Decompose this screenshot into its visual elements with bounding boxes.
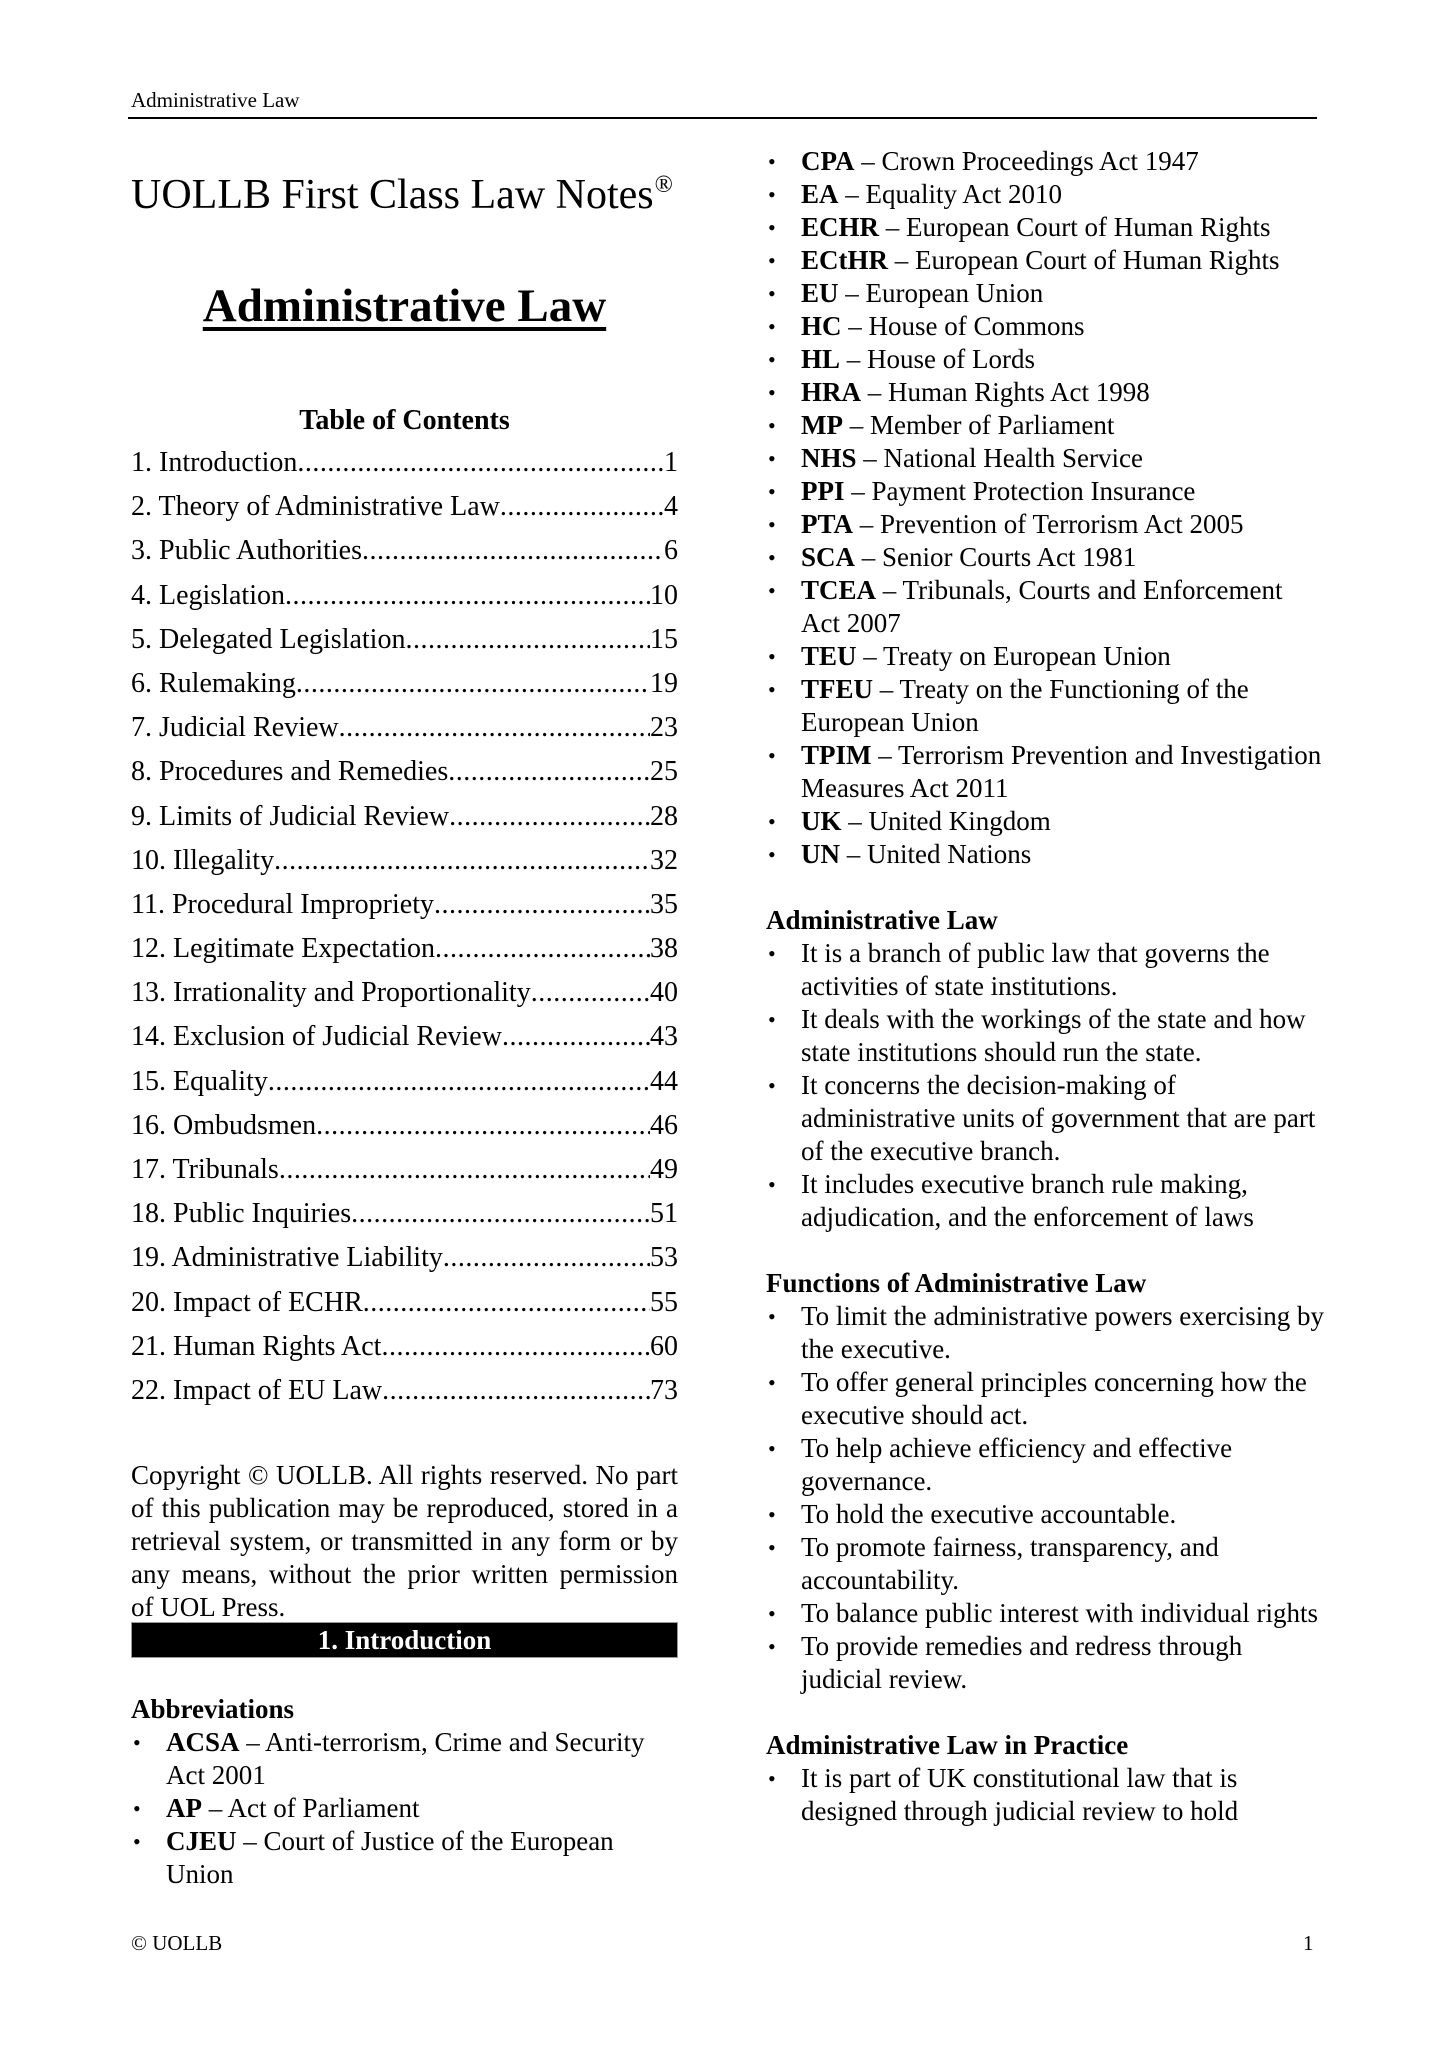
abbreviation-term: HL (801, 344, 841, 374)
abbreviation-separator: – (841, 311, 869, 341)
abbreviation-meaning: Court of Justice of the European Union (166, 1826, 614, 1889)
bullet-icon: • (768, 446, 776, 471)
bullet-icon: • (768, 809, 776, 834)
list-item-text: To balance public interest with individual rights (801, 1598, 1318, 1628)
toc-leader-dots (297, 445, 664, 481)
toc-leader-dots (500, 489, 664, 525)
abbreviation-separator: – (873, 674, 900, 704)
in-practice-section (766, 1729, 1326, 1828)
list-item-text: To hold the executive accountable. (801, 1499, 1177, 1529)
abbreviation-separator: – (844, 476, 872, 506)
toc-leader-dots (382, 1373, 650, 1409)
toc-entry[interactable] (131, 1064, 678, 1108)
toc-entry[interactable] (131, 489, 678, 533)
abbreviation-term: NHS (801, 443, 857, 473)
bullet-icon: • (133, 1730, 141, 1755)
toc-entry[interactable] (131, 887, 678, 931)
toc-entry-page: 28 (650, 800, 678, 832)
list-item (766, 1432, 1326, 1498)
toc-entry-page: 10 (650, 579, 678, 611)
bullet-icon: • (768, 1073, 776, 1098)
toc-entry[interactable] (131, 843, 678, 887)
abbreviation-item (131, 1726, 678, 1792)
administrative-law-section (766, 904, 1326, 1234)
toc-entry[interactable] (131, 931, 678, 975)
list-item-text: To promote fairness, transparency, and accountability. (801, 1532, 1219, 1595)
abbreviation-term: ECtHR (801, 245, 888, 275)
running-header: Administrative Law (131, 88, 300, 112)
toc-entry[interactable] (131, 1108, 678, 1152)
abbreviation-item (766, 277, 1326, 310)
abbreviation-meaning: Payment Protection Insurance (871, 476, 1196, 506)
abbreviation-meaning: United Kingdom (868, 806, 1051, 836)
toc-leader-dots (434, 887, 650, 923)
bullet-icon: • (768, 743, 776, 768)
abbreviation-term: SCA (801, 542, 856, 572)
abbreviation-separator: – (853, 509, 880, 539)
abbreviation-meaning: Senior Courts Act 1981 (882, 542, 1137, 572)
bullet-icon: • (768, 1304, 776, 1329)
bullet-icon: • (768, 677, 776, 702)
toc-entry[interactable] (131, 533, 678, 577)
abbreviation-term: EA (801, 179, 839, 209)
table-of-contents (131, 445, 678, 1417)
abbreviations-list-left (131, 1726, 678, 1891)
bullet-icon: • (768, 281, 776, 306)
abbreviation-separator: – (236, 1826, 264, 1856)
toc-entry-page: 49 (650, 1154, 678, 1185)
toc-entry[interactable] (131, 1240, 678, 1284)
toc-entry-title: 10. Illegality (131, 844, 275, 876)
toc-leader-dots (448, 754, 650, 790)
toc-entry[interactable] (131, 975, 678, 1019)
abbreviation-term: MP (801, 410, 843, 440)
document-title-text: Administrative Law (202, 280, 607, 332)
toc-entry-title: 1. Introduction (131, 447, 298, 478)
toc-leader-dots (435, 931, 650, 967)
abbreviation-separator: – (871, 740, 899, 770)
toc-entry-title: 20. Impact of ECHR (131, 1286, 363, 1318)
abbreviation-item (766, 376, 1326, 409)
list-item-text: It concerns the decision-making of administrative units of government that are part of the executive branch. (801, 1070, 1316, 1166)
abbreviation-term: CJEU (166, 1826, 237, 1856)
abbreviation-term: HRA (801, 377, 861, 407)
abbreviation-separator: – (856, 641, 884, 671)
list-item-text: To help achieve efficiency and effective governance. (801, 1433, 1233, 1496)
abbreviation-separator: – (842, 410, 870, 440)
toc-entry[interactable] (131, 754, 678, 798)
abbreviation-separator: – (861, 377, 888, 407)
toc-entry-page: 55 (650, 1286, 678, 1318)
abbreviation-term: PPI (801, 476, 845, 506)
copyright-notice: Copyright © UOLLB. All rights reserved. No part of this publication may be reproduced, stored in a retrieval system, or transmitted in any form or by any means, without the prior written permission of UOL Press. (131, 1460, 678, 1622)
bullet-icon: • (768, 380, 776, 405)
abbreviation-item (766, 838, 1326, 871)
list-item (766, 1762, 1326, 1828)
abbreviation-term: PTA (801, 509, 853, 539)
abbreviation-meaning: Crown Proceedings Act 1947 (881, 146, 1199, 176)
brand-title (131, 170, 673, 226)
abbreviation-meaning: Prevention of Terrorism Act 2005 (880, 509, 1244, 539)
abbreviation-meaning: Member of Parliament (869, 410, 1115, 440)
toc-entry-page: 73 (650, 1374, 678, 1406)
toc-entry-title: 14. Exclusion of Judicial Review (131, 1021, 502, 1053)
list-item-text: It deals with the workings of the state and how state institutions should run the state. (801, 1004, 1306, 1067)
list-item (766, 1531, 1326, 1597)
list-item (766, 1003, 1326, 1069)
toc-leader-dots (316, 1108, 650, 1144)
abbreviation-meaning: Anti-terrorism, Crime and Security Act 2001 (166, 1727, 645, 1790)
abbreviation-term: TCEA (801, 575, 877, 605)
abbreviation-meaning: Human Rights Act 1998 (888, 377, 1150, 407)
toc-entry-page: 35 (650, 888, 678, 920)
abbreviation-item (131, 1825, 678, 1891)
list-item (766, 1069, 1326, 1168)
bullet-icon: • (768, 215, 776, 240)
abbreviation-meaning: Act of Parliament (227, 1793, 420, 1823)
abbreviation-item (766, 409, 1326, 442)
abbreviation-item (766, 541, 1326, 574)
toc-entry-title: 2. Theory of Administrative Law (131, 491, 500, 523)
abbreviation-term: ECHR (801, 212, 880, 242)
abbreviation-separator: – (838, 278, 866, 308)
list-item-text: To provide remedies and redress through judicial review. (801, 1631, 1243, 1694)
bullet-icon: • (768, 347, 776, 372)
toc-leader-dots (351, 1196, 650, 1232)
bullet-icon: • (768, 1766, 776, 1791)
abbreviation-meaning: Treaty on the Functioning of the European Union (801, 674, 1249, 737)
abbreviation-item (766, 640, 1326, 673)
abbreviation-term: UK (801, 806, 842, 836)
toc-heading: Table of Contents (299, 405, 510, 436)
abbreviation-meaning: United Nations (867, 839, 1032, 869)
abbreviations-heading: Abbreviations (131, 1694, 295, 1724)
administrative-law-heading: Administrative Law (766, 905, 998, 935)
bullet-icon: • (768, 149, 776, 174)
abbreviation-item (766, 310, 1326, 343)
registered-mark-icon: ® (654, 172, 673, 198)
abbreviation-item (766, 508, 1326, 541)
toc-leader-dots (279, 1152, 650, 1188)
abbreviation-item (766, 211, 1326, 244)
abbreviation-separator: – (856, 443, 884, 473)
toc-entry-title: 6. Rulemaking (131, 667, 296, 699)
bullet-icon: • (768, 479, 776, 504)
abbreviation-separator: – (202, 1793, 228, 1823)
abbreviation-meaning: European Court of Human Rights (915, 245, 1280, 275)
toc-leader-dots (362, 533, 664, 569)
abbreviation-item (766, 178, 1326, 211)
document-title (131, 278, 678, 334)
abbreviation-item (766, 475, 1326, 508)
abbreviation-term: UN (801, 839, 840, 869)
abbreviation-item (766, 145, 1326, 178)
footer-copyright: © UOLLB (131, 1931, 223, 1955)
toc-leader-dots (296, 666, 650, 702)
abbreviation-item (766, 739, 1326, 805)
brand-title-text: UOLLB First Class Law Notes (131, 172, 654, 218)
abbreviation-meaning: Treaty on European Union (883, 641, 1171, 671)
functions-heading: Functions of Administrative Law (766, 1268, 1147, 1298)
toc-entry-page: 25 (650, 756, 678, 788)
abbreviation-meaning: National Health Service (883, 443, 1143, 473)
bullet-icon: • (768, 1370, 776, 1395)
abbreviation-item (766, 673, 1326, 739)
list-item (766, 1498, 1326, 1531)
bullet-icon: • (768, 1172, 776, 1197)
toc-entry-title: 8. Procedures and Remedies (131, 756, 449, 788)
list-item-text: It is a branch of public law that governs the activities of state institutions. (801, 938, 1270, 1001)
abbreviation-meaning: Terrorism Prevention and Investigation Measures Act 2011 (801, 740, 1322, 803)
abbreviation-separator: – (840, 839, 867, 869)
abbreviation-term: ACSA (166, 1727, 240, 1757)
bullet-icon: • (768, 248, 776, 273)
toc-entry-page: 1 (664, 447, 678, 478)
toc-entry[interactable] (131, 578, 678, 622)
toc-leader-dots (268, 1064, 650, 1100)
functions-section (766, 1267, 1326, 1696)
abbreviation-separator: – (855, 542, 883, 572)
administrative-law-points (766, 937, 1326, 1234)
toc-leader-dots (285, 578, 650, 614)
abbreviation-separator: – (840, 344, 868, 374)
abbreviation-separator: – (854, 146, 882, 176)
toc-entry[interactable] (131, 1285, 678, 1329)
toc-entry-page: 40 (650, 977, 678, 1009)
abbreviation-separator: – (876, 575, 903, 605)
abbreviation-item (766, 805, 1326, 838)
list-item (766, 1300, 1326, 1366)
abbreviation-item (131, 1792, 678, 1825)
bullet-icon: • (768, 182, 776, 207)
toc-entry[interactable] (131, 799, 678, 843)
toc-entry[interactable] (131, 1329, 678, 1373)
toc-leader-dots (531, 975, 650, 1011)
list-item-text: It includes executive branch rule making, adjudication, and the enforcement of laws (801, 1169, 1254, 1232)
toc-entry-page: 53 (650, 1242, 678, 1274)
toc-entry-title: 12. Legitimate Expectation (131, 933, 436, 965)
toc-entry-page: 6 (664, 535, 678, 567)
abbreviation-meaning: House of Lords (867, 344, 1035, 374)
abbreviation-separator: – (841, 806, 869, 836)
bullet-icon: • (768, 1436, 776, 1461)
toc-entry-title: 17. Tribunals (131, 1154, 279, 1185)
toc-leader-dots (405, 622, 650, 658)
toc-entry-page: 19 (650, 667, 678, 699)
toc-entry-title: 22. Impact of EU Law (131, 1374, 383, 1406)
toc-entry-title: 7. Judicial Review (131, 712, 339, 744)
bullet-icon: • (768, 413, 776, 438)
list-item (766, 937, 1326, 1003)
section-heading-introduction: 1. Introduction (131, 1622, 678, 1658)
bullet-icon: • (133, 1796, 141, 1821)
toc-entry-title: 16. Ombudsmen (131, 1109, 317, 1141)
toc-entry-title: 3. Public Authorities (131, 535, 362, 567)
toc-entry[interactable] (131, 666, 678, 710)
bullet-icon: • (768, 644, 776, 669)
list-item-text: It is part of UK constitutional law that is designed through judicial review to hold (801, 1763, 1239, 1826)
toc-entry-page: 44 (650, 1065, 678, 1097)
abbreviation-item (766, 343, 1326, 376)
abbreviation-item (766, 442, 1326, 475)
abbreviation-term: TFEU (801, 674, 874, 704)
abbreviation-term: TPIM (801, 740, 872, 770)
toc-leader-dots (274, 843, 650, 879)
toc-entry-title: 9. Limits of Judicial Review (131, 800, 450, 832)
list-item (766, 1597, 1326, 1630)
abbreviation-meaning: Tribunals, Courts and Enforcement Act 2007 (801, 575, 1283, 638)
toc-entry-page: 23 (650, 712, 678, 744)
toc-entry-page: 15 (650, 623, 678, 655)
toc-entry[interactable] (131, 445, 678, 489)
list-item-text: To limit the administrative powers exercising by the executive. (801, 1301, 1324, 1364)
toc-leader-dots (449, 799, 650, 835)
toc-entry-page: 38 (650, 933, 678, 965)
toc-leader-dots (443, 1240, 650, 1276)
in-practice-points (766, 1762, 1326, 1828)
abbreviations-list-right (766, 145, 1326, 871)
list-item-text: To offer general principles concerning how the executive should act. (801, 1367, 1307, 1430)
toc-entry[interactable] (131, 1152, 678, 1196)
bullet-icon: • (133, 1829, 141, 1854)
toc-entry-page: 46 (650, 1109, 678, 1141)
toc-entry-title: 4. Legislation (131, 579, 285, 611)
abbreviation-separator: – (239, 1727, 266, 1757)
bullet-icon: • (768, 842, 776, 867)
abbreviation-term: AP (166, 1793, 202, 1823)
header-divider (128, 117, 1317, 119)
functions-points (766, 1300, 1326, 1696)
toc-entry-title: 21. Human Rights Act (131, 1330, 382, 1362)
bullet-icon: • (768, 941, 776, 966)
bullet-icon: • (768, 1634, 776, 1659)
page-number: 1 (1303, 1931, 1314, 1955)
toc-entry-page: 51 (650, 1198, 678, 1230)
toc-entry-title: 13. Irrationality and Proportionality (131, 977, 531, 1009)
toc-entry-title: 15. Equality (131, 1065, 268, 1097)
toc-leader-dots (381, 1329, 650, 1365)
toc-entry[interactable] (131, 1373, 678, 1417)
bullet-icon: • (768, 1007, 776, 1032)
abbreviation-meaning: European Union (865, 278, 1044, 308)
abbreviation-term: CPA (801, 146, 855, 176)
abbreviation-term: HC (801, 311, 842, 341)
toc-entry-page: 4 (664, 491, 678, 523)
toc-leader-dots (502, 1019, 650, 1055)
abbreviation-separator: – (838, 179, 866, 209)
toc-leader-dots (363, 1285, 650, 1321)
toc-entry-page: 43 (650, 1021, 678, 1053)
bullet-icon: • (768, 578, 776, 603)
toc-entry-page: 32 (650, 844, 678, 876)
toc-entry-title: 5. Delegated Legislation (131, 623, 406, 655)
toc-leader-dots (339, 710, 650, 746)
abbreviation-item (766, 244, 1326, 277)
abbreviation-meaning: House of Commons (868, 311, 1085, 341)
toc-entry[interactable] (131, 1019, 678, 1063)
list-item (766, 1168, 1326, 1234)
toc-entry-title: 11. Procedural Impropriety (131, 888, 434, 920)
bullet-icon: • (768, 1502, 776, 1527)
bullet-icon: • (768, 512, 776, 537)
bullet-icon: • (768, 1535, 776, 1560)
bullet-icon: • (768, 545, 776, 570)
bullet-icon: • (768, 314, 776, 339)
toc-entry-page: 60 (650, 1330, 678, 1362)
abbreviation-meaning: Equality Act 2010 (865, 179, 1062, 209)
toc-entry[interactable] (131, 622, 678, 666)
right-column (766, 145, 1326, 1861)
abbreviation-separator: – (888, 245, 915, 275)
list-item (766, 1630, 1326, 1696)
abbreviations-section (131, 1693, 678, 1891)
toc-entry[interactable] (131, 1196, 678, 1240)
abbreviation-item (766, 574, 1326, 640)
abbreviation-separator: – (879, 212, 907, 242)
abbreviation-term: EU (801, 278, 839, 308)
toc-entry-title: 19. Administrative Liability (131, 1242, 443, 1274)
in-practice-heading: Administrative Law in Practice (766, 1730, 1129, 1760)
toc-entry-title: 18. Public Inquiries (131, 1198, 352, 1230)
list-item (766, 1366, 1326, 1432)
abbreviation-meaning: European Court of Human Rights (906, 212, 1271, 242)
abbreviation-term: TEU (801, 641, 857, 671)
toc-entry[interactable] (131, 710, 678, 754)
bullet-icon: • (768, 1601, 776, 1626)
